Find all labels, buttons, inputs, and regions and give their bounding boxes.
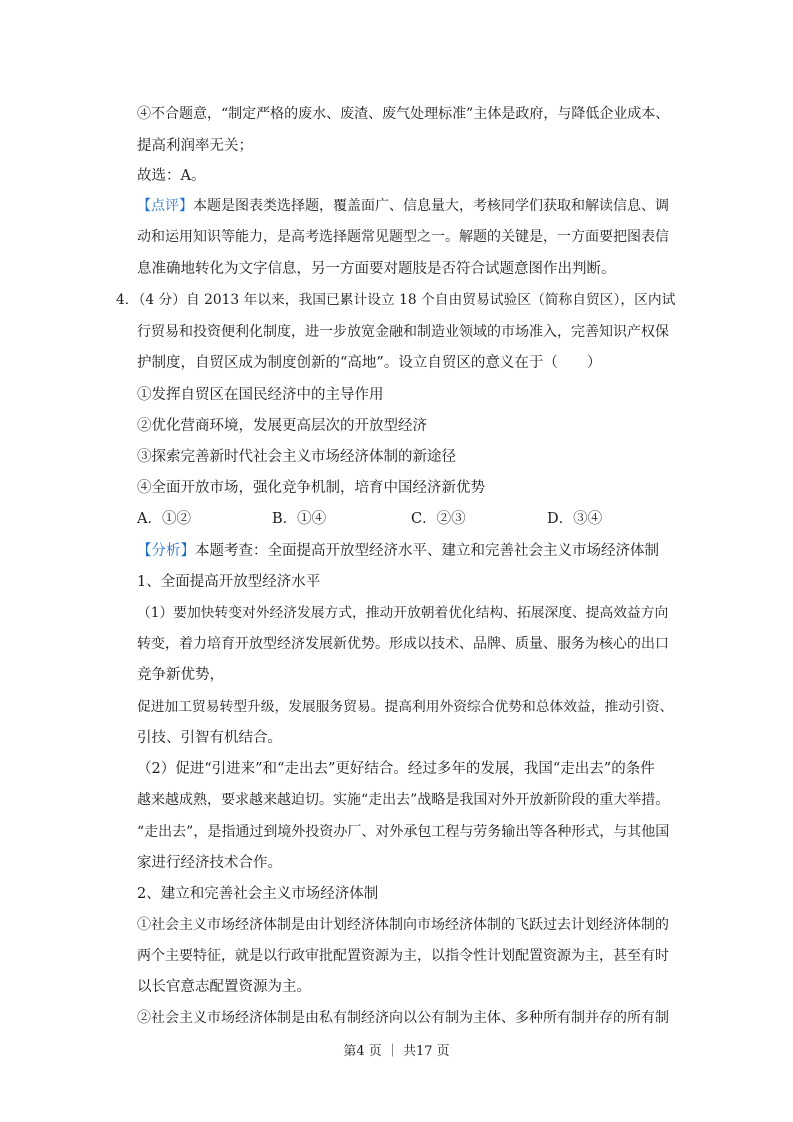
- statement-2: ②优化营商环境，发展更高层次的开放型经济: [137, 418, 427, 434]
- text-line: 护制度，自贸区成为制度创新的“高地”。设立自贸区的意义在于（ ）: [137, 355, 602, 371]
- option-b: B．①④: [272, 511, 327, 527]
- text-line: 息准确地转化为文字信息，另一方面要对题肢是否符合试题意图作出判断。: [137, 261, 616, 277]
- text-line: ①社会主义市场经济体制是由计划经济体制向市场经济体制的飞跃过去计划经济体制的: [137, 917, 669, 933]
- comment-line: 【点评】本题是图表类选择题，覆盖面广、信息量大，考核同学们获取和解读信息、调: [137, 198, 669, 214]
- statement-4: ④全面开放市场，强化竞争机制，培育中国经济新优势: [137, 480, 485, 496]
- answer-options: [137, 509, 677, 529]
- text-line: ④不合题意，“制定严格的废水、废渣、废气处理标准”主体是政府，与降低企业成本、: [137, 106, 670, 122]
- analysis-tag: 【分析】: [137, 543, 195, 559]
- text-line: （2）促进“引进来”和“走出去”更好结合。经过多年的发展，我国“走出去”的条件: [137, 761, 655, 777]
- text-line: 两个主要特征，就是以行政审批配置资源为主，以指令性计划配置资源为主，甚至有时: [137, 948, 669, 964]
- text-line: 以长官意志配置资源为主。: [137, 979, 311, 995]
- text-line: 竞争新优势，: [137, 667, 224, 683]
- text-line: ②社会主义市场经济体制是由私有制经济向以公有制为主体、多种所有制并存的所有制: [137, 1010, 669, 1026]
- text-line: 故选：A。: [137, 168, 206, 184]
- statement-1: ①发挥自贸区在国民经济中的主导作用: [137, 387, 384, 403]
- statement-3: ③探索完善新时代社会主义市场经济体制的新途径: [137, 449, 456, 465]
- option-a: A．①②: [137, 511, 191, 527]
- text-line: 引技、引智有机结合。: [137, 730, 282, 746]
- option-c: C．②③: [411, 511, 466, 527]
- analysis-line: 【分析】本题考查：全面提高开放型经济水平、建立和完善社会主义市场经济体制: [137, 543, 659, 559]
- text-line: 家进行经济技术合作。: [137, 855, 282, 871]
- text-line: “走出去”，是指通过到境外投资办厂、对外承包工程与劳务输出等各种形式，与其他国: [137, 824, 670, 840]
- text-line: 越来越成熟，要求越来越迫切。实施“走出去”战略是我国对外开放新阶段的重大举措。: [137, 792, 670, 808]
- text-line: 转变，着力培育开放型经济发展新优势。形成以技术、品牌、质量、服务为核心的出口: [137, 636, 669, 652]
- text-line: 1、全面提高开放型经济水平: [137, 574, 321, 590]
- question-stem: 4．（4 分）自 2013 年以来，我国已累计设立 18 个自由贸易试验区（简称自贸区），区内试: [116, 292, 676, 308]
- comment-tag: 【点评】: [137, 198, 193, 214]
- text-line: （1）要加快转变对外经济发展方式，推动开放朝着优化结构、拓展深度、提高效益方向: [137, 605, 669, 621]
- page-footer: 第4 页 ｜ 共17 页: [343, 1044, 450, 1059]
- text-line: 动和运用知识等能力，是高考选择题常见题型之一。解题的关键是，一方面要把图表信: [137, 229, 669, 245]
- option-d: D．③④: [547, 511, 603, 527]
- text-line: 行贸易和投资便利化制度，进一步放宽金融和制造业领域的市场准入，完善知识产权保: [137, 324, 669, 340]
- text-line: 促进加工贸易转型升级，发展服务贸易。提高利用外资综合优势和总体效益，推动引资、: [137, 699, 674, 715]
- text-line: 2、建立和完善社会主义市场经济体制: [137, 886, 379, 902]
- text-line: 提高利润率无关；: [137, 138, 253, 154]
